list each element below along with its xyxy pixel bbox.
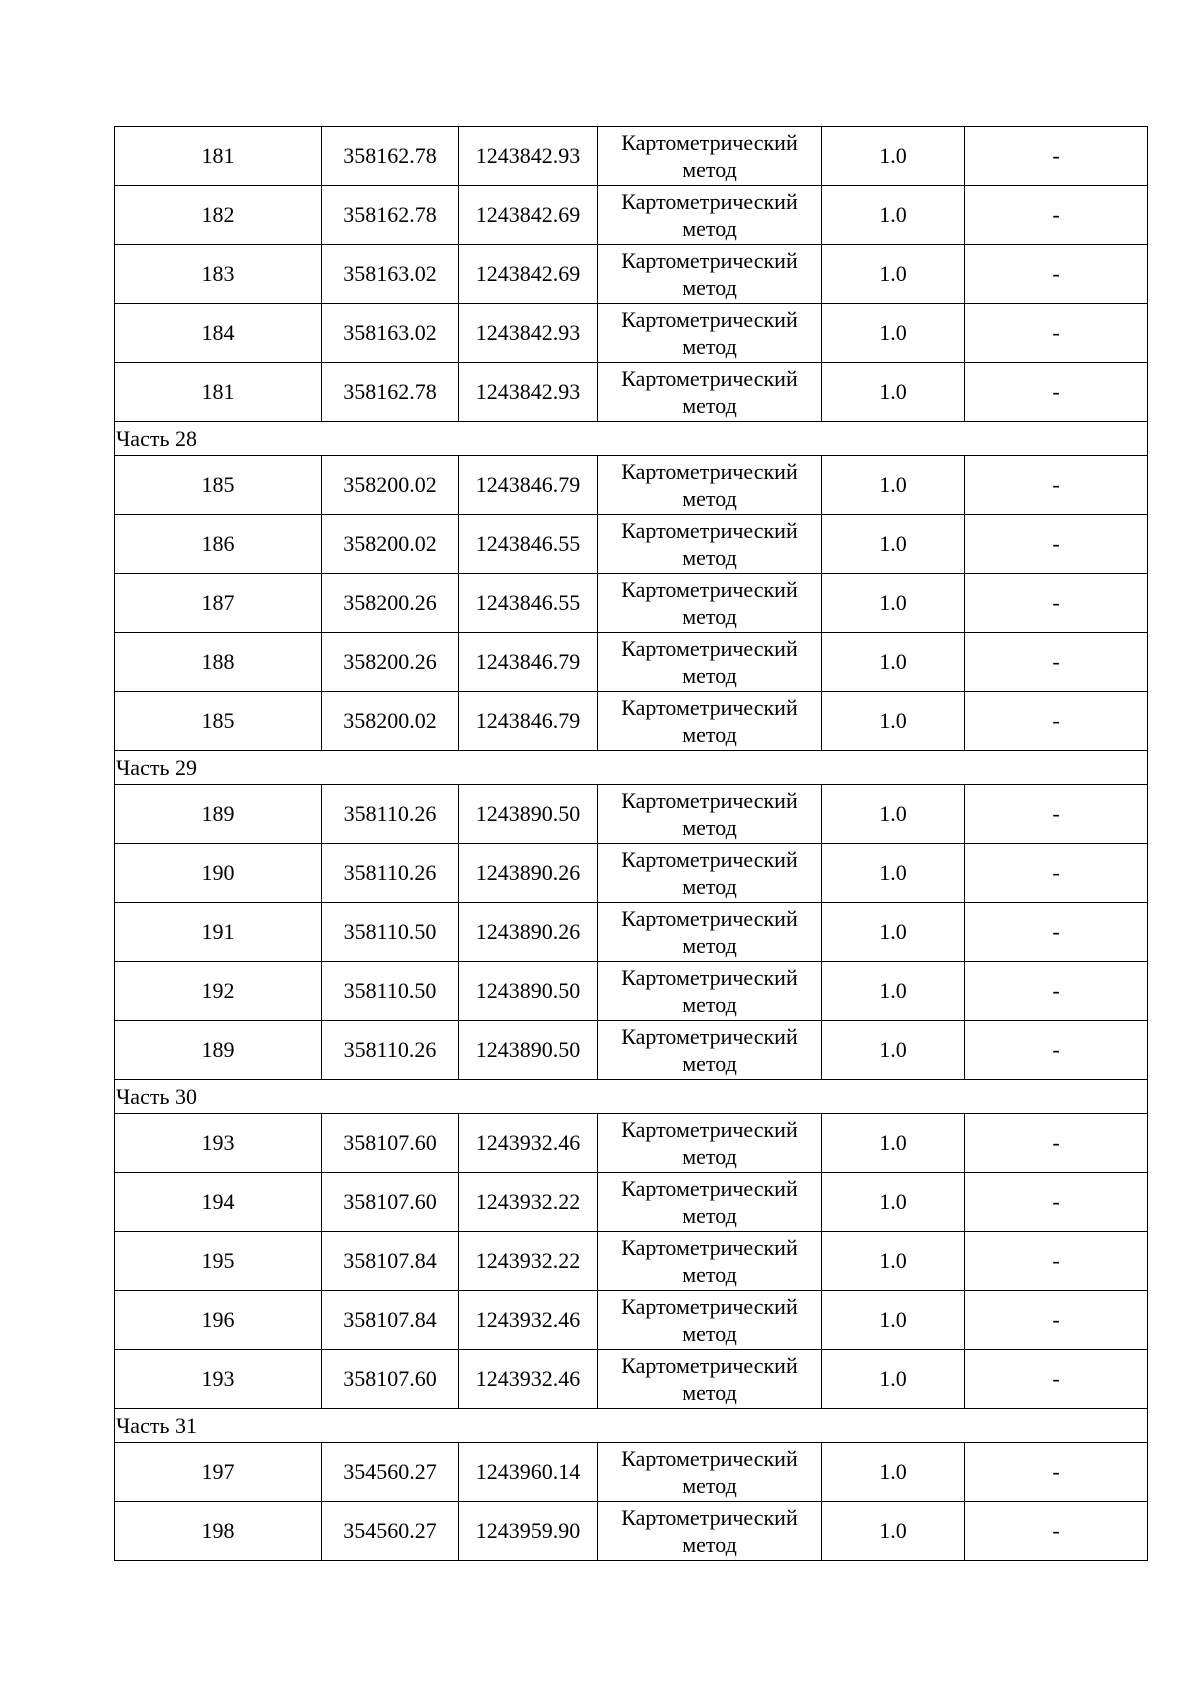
table-row [115, 844, 1148, 903]
x-coordinate-cell: 358107.84 [322, 1291, 459, 1350]
table-row [115, 903, 1148, 962]
accuracy-cell: 1.0 [822, 1232, 965, 1291]
method-line-2: метод [682, 604, 737, 629]
table-row [115, 515, 1148, 574]
accuracy-cell: 1.0 [822, 1021, 965, 1080]
method-cell [598, 1291, 822, 1350]
method-cell [598, 692, 822, 751]
accuracy-cell: 1.0 [822, 844, 965, 903]
section-header-row [115, 1080, 1148, 1114]
method-cell [598, 1173, 822, 1232]
y-coordinate-cell: 1243959.90 [459, 1502, 598, 1561]
method-line-2: метод [682, 663, 737, 688]
method-cell [598, 1502, 822, 1561]
method-line-1: Картометрический [621, 906, 798, 931]
x-coordinate-cell: 358110.50 [322, 903, 459, 962]
method-line-2: метод [682, 933, 737, 958]
y-coordinate-cell: 1243890.26 [459, 844, 598, 903]
point-number-cell: 192 [115, 962, 322, 1021]
note-cell: - [965, 785, 1148, 844]
method-line-2: метод [682, 545, 737, 570]
point-number-cell: 193 [115, 1114, 322, 1173]
point-number-cell: 181 [115, 363, 322, 422]
point-number-cell: 189 [115, 1021, 322, 1080]
method-line-1: Картометрический [621, 1235, 798, 1260]
point-number-cell: 198 [115, 1502, 322, 1561]
note-cell: - [965, 363, 1148, 422]
x-coordinate-cell: 358200.26 [322, 574, 459, 633]
method-cell [598, 962, 822, 1021]
method-cell [598, 363, 822, 422]
table-row [115, 1350, 1148, 1409]
method-line-2: метод [682, 275, 737, 300]
x-coordinate-cell: 358163.02 [322, 245, 459, 304]
method-cell [598, 1443, 822, 1502]
table-row [115, 127, 1148, 186]
y-coordinate-cell: 1243842.93 [459, 363, 598, 422]
y-coordinate-cell: 1243846.55 [459, 515, 598, 574]
method-cell [598, 1232, 822, 1291]
method-cell [598, 245, 822, 304]
point-number-cell: 185 [115, 456, 322, 515]
y-coordinate-cell: 1243890.26 [459, 903, 598, 962]
x-coordinate-cell: 358110.26 [322, 1021, 459, 1080]
note-cell: - [965, 1350, 1148, 1409]
point-number-cell: 191 [115, 903, 322, 962]
method-line-1: Картометрический [621, 1505, 798, 1530]
y-coordinate-cell: 1243846.79 [459, 456, 598, 515]
method-line-1: Картометрический [621, 847, 798, 872]
x-coordinate-cell: 358162.78 [322, 363, 459, 422]
method-line-2: метод [682, 1262, 737, 1287]
y-coordinate-cell: 1243932.46 [459, 1291, 598, 1350]
method-cell [598, 456, 822, 515]
table-row [115, 1173, 1148, 1232]
method-line-2: метод [682, 992, 737, 1017]
method-line-1: Картометрический [621, 1353, 798, 1378]
table-row [115, 1232, 1148, 1291]
accuracy-cell: 1.0 [822, 1502, 965, 1561]
x-coordinate-cell: 358162.78 [322, 186, 459, 245]
note-cell: - [965, 456, 1148, 515]
coordinates-table-body [115, 127, 1148, 1561]
section-label: Часть 28 [115, 422, 1148, 456]
table-row [115, 633, 1148, 692]
note-cell: - [965, 844, 1148, 903]
method-line-1: Картометрический [621, 1294, 798, 1319]
x-coordinate-cell: 358107.84 [322, 1232, 459, 1291]
method-cell [598, 304, 822, 363]
method-line-2: метод [682, 815, 737, 840]
point-number-cell: 196 [115, 1291, 322, 1350]
accuracy-cell: 1.0 [822, 785, 965, 844]
note-cell: - [965, 304, 1148, 363]
method-cell [598, 785, 822, 844]
method-cell [598, 844, 822, 903]
point-number-cell: 186 [115, 515, 322, 574]
method-line-1: Картометрический [621, 1117, 798, 1142]
x-coordinate-cell: 354560.27 [322, 1502, 459, 1561]
x-coordinate-cell: 358200.26 [322, 633, 459, 692]
x-coordinate-cell: 358110.26 [322, 785, 459, 844]
table-row [115, 1021, 1148, 1080]
method-cell [598, 633, 822, 692]
y-coordinate-cell: 1243960.14 [459, 1443, 598, 1502]
x-coordinate-cell: 358200.02 [322, 515, 459, 574]
note-cell: - [965, 186, 1148, 245]
point-number-cell: 188 [115, 633, 322, 692]
table-row [115, 186, 1148, 245]
table-row [115, 304, 1148, 363]
point-number-cell: 182 [115, 186, 322, 245]
accuracy-cell: 1.0 [822, 456, 965, 515]
method-cell [598, 1114, 822, 1173]
accuracy-cell: 1.0 [822, 245, 965, 304]
note-cell: - [965, 1291, 1148, 1350]
method-line-2: метод [682, 722, 737, 747]
accuracy-cell: 1.0 [822, 127, 965, 186]
method-line-2: метод [682, 874, 737, 899]
accuracy-cell: 1.0 [822, 363, 965, 422]
x-coordinate-cell: 358200.02 [322, 456, 459, 515]
note-cell: - [965, 127, 1148, 186]
section-header-row [115, 751, 1148, 785]
note-cell: - [965, 692, 1148, 751]
method-line-1: Картометрический [621, 636, 798, 661]
accuracy-cell: 1.0 [822, 633, 965, 692]
point-number-cell: 185 [115, 692, 322, 751]
method-cell [598, 186, 822, 245]
section-header-row [115, 1409, 1148, 1443]
accuracy-cell: 1.0 [822, 692, 965, 751]
method-line-2: метод [682, 1051, 737, 1076]
y-coordinate-cell: 1243932.46 [459, 1350, 598, 1409]
method-line-2: метод [682, 1144, 737, 1169]
method-line-1: Картометрический [621, 788, 798, 813]
y-coordinate-cell: 1243846.55 [459, 574, 598, 633]
y-coordinate-cell: 1243842.69 [459, 186, 598, 245]
method-line-2: метод [682, 1380, 737, 1405]
note-cell: - [965, 515, 1148, 574]
method-line-1: Картометрический [621, 459, 798, 484]
table-row [115, 1443, 1148, 1502]
accuracy-cell: 1.0 [822, 186, 965, 245]
y-coordinate-cell: 1243842.69 [459, 245, 598, 304]
method-cell [598, 903, 822, 962]
method-line-1: Картометрический [621, 366, 798, 391]
x-coordinate-cell: 358107.60 [322, 1350, 459, 1409]
table-row [115, 785, 1148, 844]
method-line-1: Картометрический [621, 130, 798, 155]
accuracy-cell: 1.0 [822, 1350, 965, 1409]
method-cell [598, 1350, 822, 1409]
method-line-2: метод [682, 1532, 737, 1557]
note-cell: - [965, 245, 1148, 304]
y-coordinate-cell: 1243842.93 [459, 304, 598, 363]
table-row [115, 456, 1148, 515]
method-line-2: метод [682, 334, 737, 359]
x-coordinate-cell: 358200.02 [322, 692, 459, 751]
table-row [115, 1502, 1148, 1561]
method-line-2: метод [682, 486, 737, 511]
x-coordinate-cell: 358163.02 [322, 304, 459, 363]
table-row [115, 363, 1148, 422]
accuracy-cell: 1.0 [822, 515, 965, 574]
method-cell [598, 1021, 822, 1080]
method-line-1: Картометрический [621, 248, 798, 273]
note-cell: - [965, 962, 1148, 1021]
point-number-cell: 193 [115, 1350, 322, 1409]
table-row [115, 1291, 1148, 1350]
note-cell: - [965, 1502, 1148, 1561]
method-line-1: Картометрический [621, 1446, 798, 1471]
accuracy-cell: 1.0 [822, 962, 965, 1021]
section-label: Часть 30 [115, 1080, 1148, 1114]
y-coordinate-cell: 1243890.50 [459, 785, 598, 844]
method-line-1: Картометрический [621, 189, 798, 214]
method-line-1: Картометрический [621, 307, 798, 332]
y-coordinate-cell: 1243846.79 [459, 692, 598, 751]
point-number-cell: 184 [115, 304, 322, 363]
method-line-2: метод [682, 393, 737, 418]
table-row [115, 245, 1148, 304]
method-line-1: Картометрический [621, 1176, 798, 1201]
table-row [115, 1114, 1148, 1173]
method-line-1: Картометрический [621, 1024, 798, 1049]
x-coordinate-cell: 358162.78 [322, 127, 459, 186]
x-coordinate-cell: 358107.60 [322, 1114, 459, 1173]
x-coordinate-cell: 358110.26 [322, 844, 459, 903]
note-cell: - [965, 633, 1148, 692]
accuracy-cell: 1.0 [822, 574, 965, 633]
method-line-1: Картометрический [621, 577, 798, 602]
accuracy-cell: 1.0 [822, 1291, 965, 1350]
accuracy-cell: 1.0 [822, 903, 965, 962]
accuracy-cell: 1.0 [822, 304, 965, 363]
y-coordinate-cell: 1243890.50 [459, 1021, 598, 1080]
point-number-cell: 183 [115, 245, 322, 304]
coordinates-table [114, 126, 1148, 1561]
method-cell [598, 515, 822, 574]
note-cell: - [965, 903, 1148, 962]
point-number-cell: 194 [115, 1173, 322, 1232]
point-number-cell: 190 [115, 844, 322, 903]
table-row [115, 692, 1148, 751]
y-coordinate-cell: 1243932.22 [459, 1232, 598, 1291]
table-row [115, 962, 1148, 1021]
note-cell: - [965, 1173, 1148, 1232]
accuracy-cell: 1.0 [822, 1114, 965, 1173]
x-coordinate-cell: 354560.27 [322, 1443, 459, 1502]
y-coordinate-cell: 1243932.46 [459, 1114, 598, 1173]
x-coordinate-cell: 358110.50 [322, 962, 459, 1021]
method-line-1: Картометрический [621, 965, 798, 990]
method-cell [598, 127, 822, 186]
y-coordinate-cell: 1243890.50 [459, 962, 598, 1021]
section-label: Часть 31 [115, 1409, 1148, 1443]
y-coordinate-cell: 1243932.22 [459, 1173, 598, 1232]
note-cell: - [965, 1232, 1148, 1291]
note-cell: - [965, 1021, 1148, 1080]
point-number-cell: 181 [115, 127, 322, 186]
method-line-1: Картометрический [621, 695, 798, 720]
y-coordinate-cell: 1243846.79 [459, 633, 598, 692]
accuracy-cell: 1.0 [822, 1173, 965, 1232]
method-line-2: метод [682, 1203, 737, 1228]
note-cell: - [965, 1114, 1148, 1173]
section-header-row [115, 422, 1148, 456]
section-label: Часть 29 [115, 751, 1148, 785]
method-line-2: метод [682, 157, 737, 182]
method-line-1: Картометрический [621, 518, 798, 543]
method-line-2: метод [682, 216, 737, 241]
point-number-cell: 187 [115, 574, 322, 633]
accuracy-cell: 1.0 [822, 1443, 965, 1502]
method-line-2: метод [682, 1473, 737, 1498]
point-number-cell: 197 [115, 1443, 322, 1502]
method-line-2: метод [682, 1321, 737, 1346]
method-cell [598, 574, 822, 633]
point-number-cell: 189 [115, 785, 322, 844]
point-number-cell: 195 [115, 1232, 322, 1291]
y-coordinate-cell: 1243842.93 [459, 127, 598, 186]
note-cell: - [965, 1443, 1148, 1502]
note-cell: - [965, 574, 1148, 633]
x-coordinate-cell: 358107.60 [322, 1173, 459, 1232]
table-row [115, 574, 1148, 633]
